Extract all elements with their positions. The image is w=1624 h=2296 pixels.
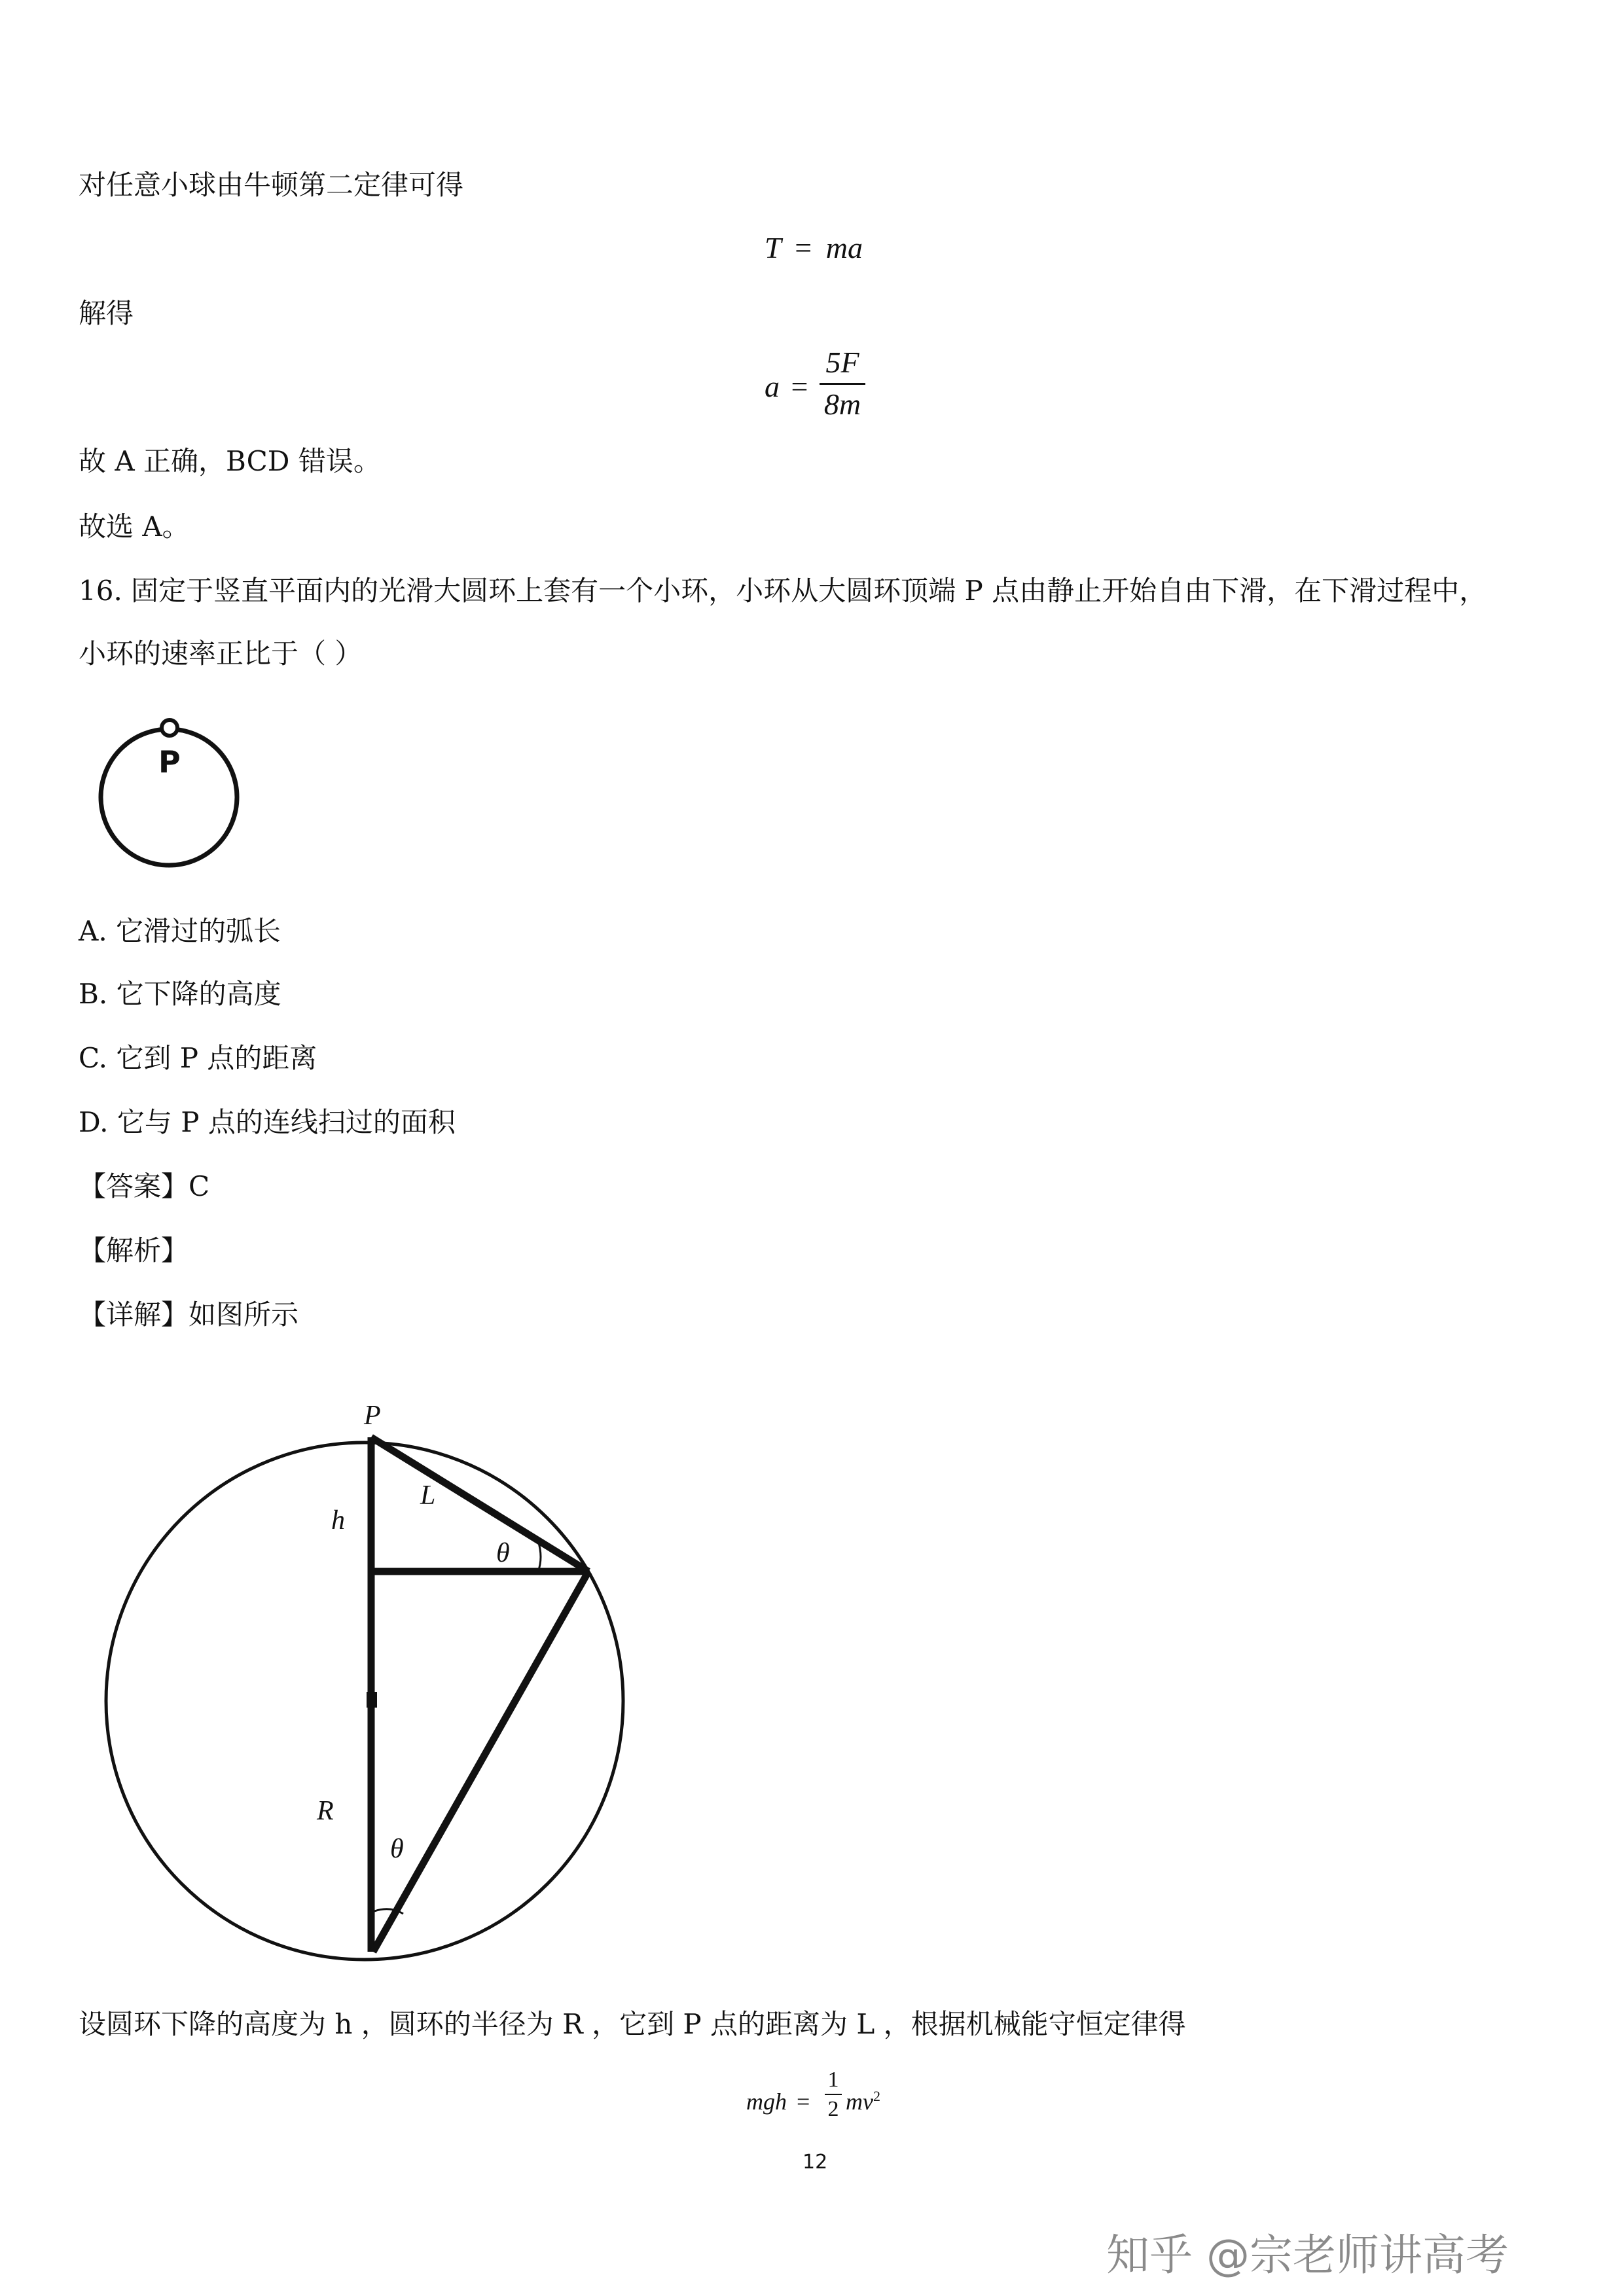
fraction-5f-8m	[820, 346, 865, 422]
small-ring	[162, 720, 177, 736]
text-setup: 设圆环下降的高度为 h ，圆环的半径为 R ，它到 P 点的距离为 L ，根据机械能守恒定律得	[79, 2008, 1186, 2040]
eq2-lhs: a	[765, 370, 780, 403]
eq2-lhs-group	[765, 369, 812, 404]
option-c: C. 它到 P 点的距离	[79, 1042, 317, 1074]
option-d: D. 它与 P 点的连线扫过的面积	[79, 1106, 456, 1138]
text-choose-a: 故选 A。	[79, 511, 190, 543]
fraction-bar-half	[825, 2094, 842, 2095]
eq3-lhs-group	[746, 2088, 814, 2115]
eq2-numerator: 5F	[825, 346, 859, 379]
eq3-denominator: 2	[827, 2097, 839, 2122]
label-theta-top: θ	[496, 1538, 510, 1568]
text-a-correct: 故 A 正确，BCD 错误。	[79, 445, 381, 477]
eq2-denominator: 8m	[823, 387, 861, 421]
label-h: h	[331, 1505, 345, 1535]
text-solve: 解得	[79, 297, 134, 329]
chord-bottom	[373, 1571, 588, 1952]
text-newton-second-law: 对任意小球由牛顿第二定律可得	[79, 169, 464, 201]
angle-arc-top	[538, 1541, 541, 1571]
analysis-label: 【解析】	[79, 1234, 189, 1266]
eq3-rhs: mv	[846, 2089, 873, 2115]
big-circle	[106, 1443, 623, 1960]
answer-label: 【答案】C	[79, 1170, 210, 1202]
label-l: L	[420, 1480, 436, 1511]
eq3-numerator: 1	[827, 2068, 839, 2092]
label-r: R	[317, 1796, 334, 1826]
fraction-bar	[820, 383, 865, 385]
center-point	[367, 1692, 377, 1708]
eq1-rhs: ma	[825, 231, 863, 264]
eq3-exponent: 2	[873, 2088, 880, 2104]
circle-geometry-diagram	[0, 1361, 720, 1977]
eq1-op: =	[795, 231, 812, 264]
eq2-op: =	[791, 370, 808, 403]
small-ring-figure	[77, 700, 254, 884]
eq3-rhs-group	[846, 2088, 880, 2115]
small-fig-label-p: P	[158, 744, 181, 780]
chord-l	[371, 1437, 588, 1571]
eq3-op: =	[797, 2089, 810, 2115]
option-a: A. 它滑过的弧长	[79, 915, 281, 947]
fraction-half	[825, 2067, 842, 2122]
eq3-lhs: mgh	[746, 2089, 787, 2115]
question-16-line1: 16. 固定于竖直平面内的光滑大圆环上套有一个小环，小环从大圆环顶端 P 点由静止开始自由下滑，在下滑过程中，	[79, 575, 1487, 607]
label-p: P	[364, 1401, 381, 1431]
question-16-line2: 小环的速率正比于（ ）	[79, 637, 363, 670]
page-number: 12	[803, 2151, 828, 2174]
label-theta-bottom: θ	[390, 1834, 404, 1864]
detail-label: 【详解】如图所示	[79, 1299, 299, 1331]
option-b: B. 它下降的高度	[79, 978, 281, 1010]
equation-t-ma	[765, 230, 863, 265]
zhihu-watermark: 知乎 @宗老师讲高考	[1106, 2230, 1509, 2280]
eq1-lhs: T	[765, 231, 781, 264]
